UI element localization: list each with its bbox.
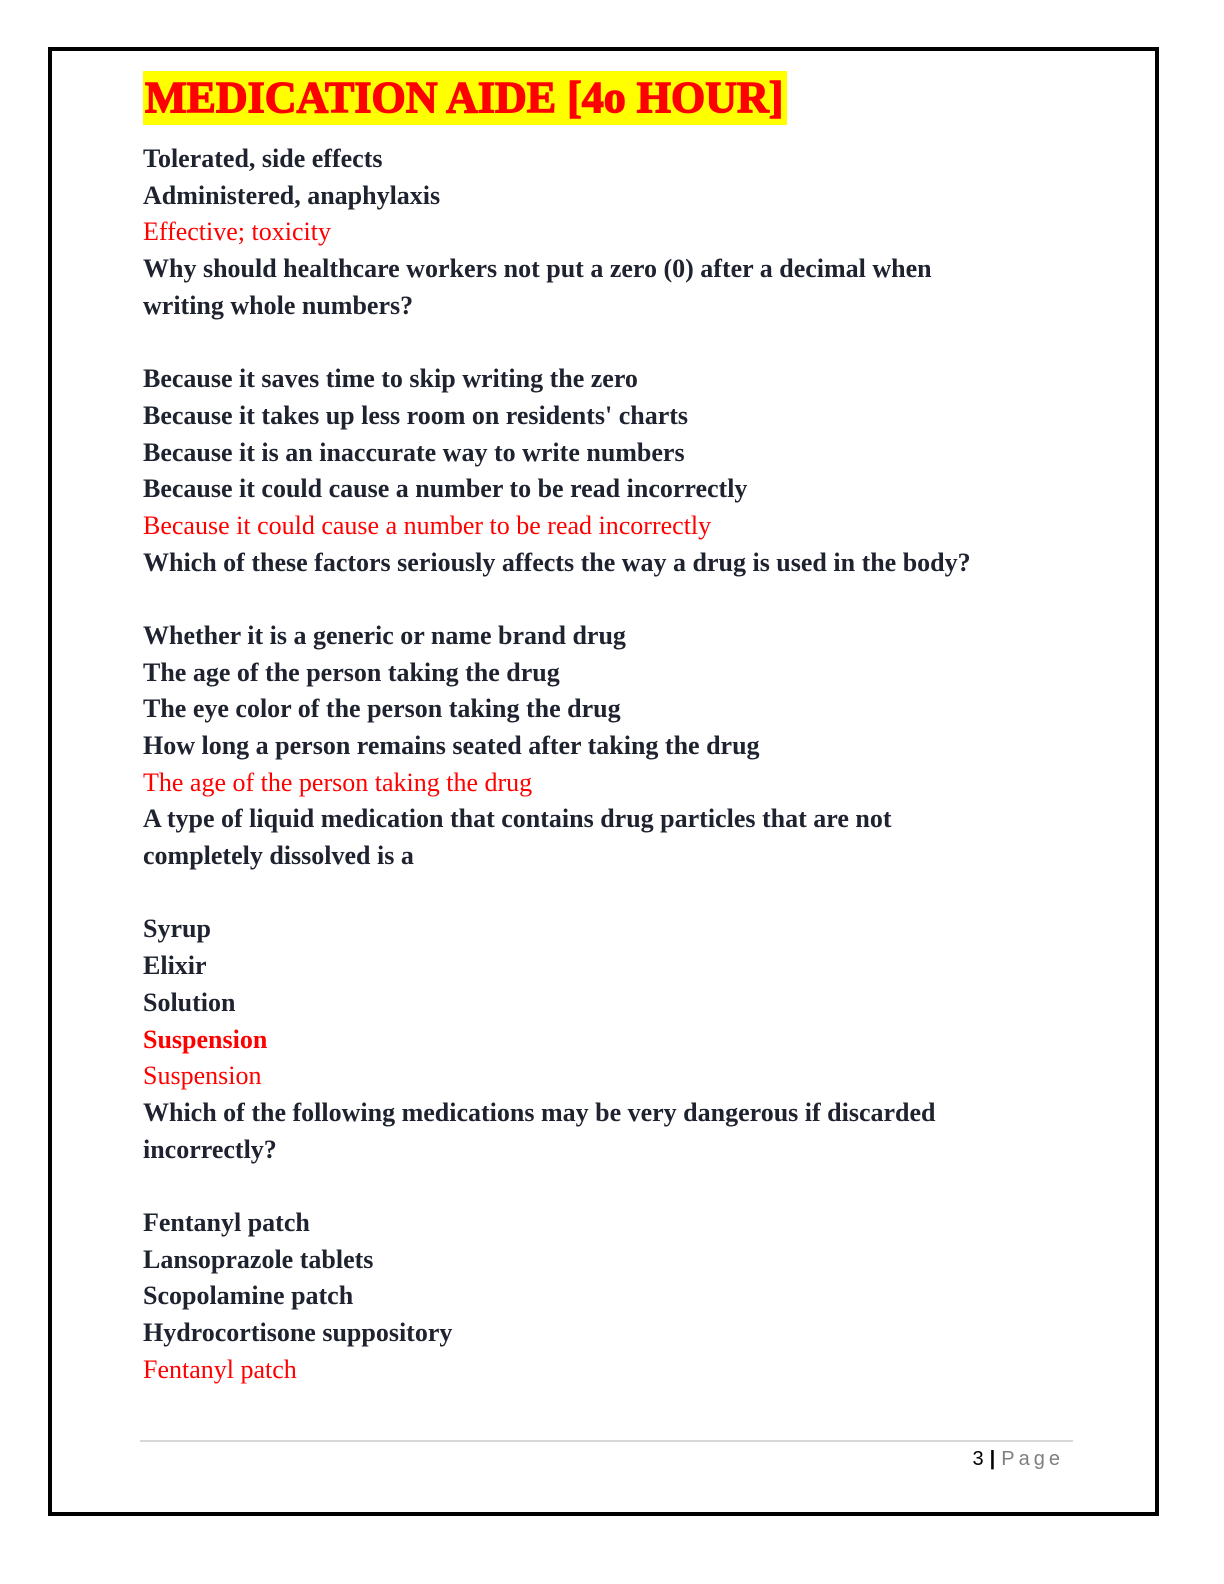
answer-line: Suspension <box>143 1024 268 1054</box>
text-line: Lansoprazole tablets <box>143 1244 374 1274</box>
text-line: completely dissolved is a <box>143 841 414 871</box>
answer-line: The age of the person taking the drug <box>143 767 533 797</box>
text-line: Tolerated, side effects <box>143 144 383 173</box>
text-line: Because it takes up less room on residents' charts <box>143 400 689 430</box>
page-label: Page <box>1001 1448 1064 1470</box>
document-title: MEDICATION AIDE [4o HOUR] <box>143 71 787 125</box>
page-footer <box>973 1446 1064 1472</box>
text-line: Because it saves time to skip writing the zero <box>143 364 638 394</box>
text-line: Which of the following medications may be very dangerous if discarded <box>143 1097 936 1127</box>
text-line: incorrectly? <box>143 1134 277 1164</box>
text-line: A type of liquid medication that contains drug particles that are not <box>143 804 892 834</box>
answer-line: Suspension <box>143 1061 262 1091</box>
footer-separator: | <box>989 1448 996 1470</box>
document-body <box>143 141 1083 1388</box>
text-line: Solution <box>143 987 236 1017</box>
answer-line: Because it could cause a number to be read incorrectly <box>143 510 712 540</box>
text-line: Which of these factors seriously affects the way a drug is used in the body? <box>143 547 971 577</box>
text-line: Why should healthcare workers not put a zero (0) after a decimal when <box>143 254 932 284</box>
text-line: The age of the person taking the drug <box>143 657 560 687</box>
blank-line <box>143 324 1083 361</box>
text-line: How long a person remains seated after taking the drug <box>143 731 760 760</box>
text-line: The eye color of the person taking the drug <box>143 694 621 724</box>
blank-line <box>143 581 1083 618</box>
answer-line: Fentanyl patch <box>143 1354 297 1384</box>
text-line: Hydrocortisone suppository <box>143 1318 453 1347</box>
text-line: writing whole numbers? <box>143 290 414 320</box>
text-line: Syrup <box>143 914 211 944</box>
blank-line <box>143 1168 1083 1205</box>
answer-line: Effective; toxicity <box>143 217 331 247</box>
footer-divider <box>140 1440 1073 1442</box>
text-line: Fentanyl patch <box>143 1207 310 1237</box>
text-line: Whether it is a generic or name brand drug <box>143 620 626 650</box>
text-line: Administered, anaphylaxis <box>143 180 441 210</box>
blank-line <box>143 875 1083 912</box>
text-line: Because it is an inaccurate way to write numbers <box>143 437 685 467</box>
page-number: 3 <box>972 1448 984 1470</box>
text-line: Scopolamine patch <box>143 1281 354 1311</box>
text-line: Elixir <box>143 951 207 981</box>
text-line: Because it could cause a number to be read incorrectly <box>143 474 748 504</box>
